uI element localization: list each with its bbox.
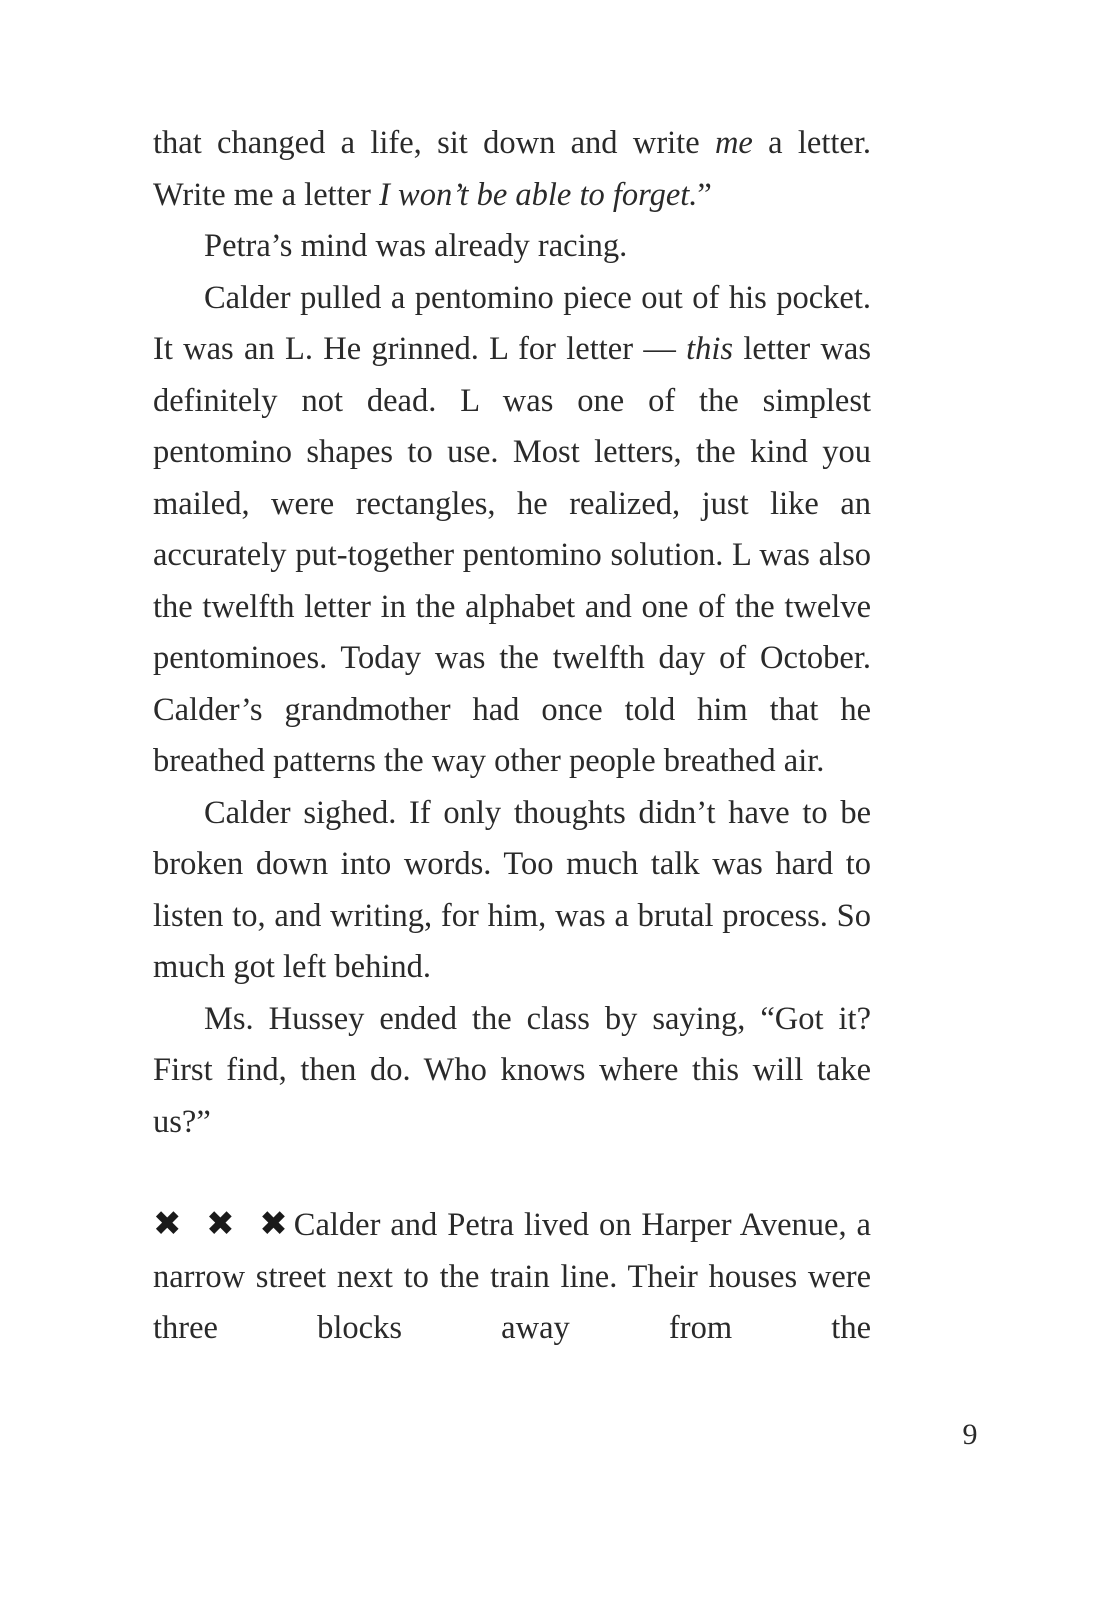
paragraph [153, 788, 871, 994]
text-run: Petra’s mind was already racing. [204, 228, 628, 264]
text-run: Ms. Hussey ended the class by saying, “Got it? First find, then do. Who knows where this will take us?” [153, 1000, 871, 1140]
paragraphs [153, 118, 871, 1148]
paragraph [153, 221, 871, 273]
paragraph [153, 273, 871, 788]
section-break-text: Calder and Petra lived on Harper Avenue, a narrow street next to the train line. Their houses were three blocks away from the [153, 1207, 871, 1346]
section-break-paragraph [153, 1199, 871, 1355]
paragraph [153, 994, 871, 1149]
page-number: 9 [962, 1418, 978, 1451]
text-run: ” [697, 176, 712, 213]
italic-run: I won’t be able to forget. [379, 176, 698, 213]
text-run: that changed a life, sit down and write [153, 125, 715, 161]
italic-run: me [714, 125, 753, 161]
section-break-ornament-icon: ✖ ✖ ✖ [153, 1204, 294, 1244]
page-body [153, 118, 871, 1355]
italic-run: this [686, 331, 734, 367]
text-run: Calder pulled a pentomino piece out of his pocket. It was an L. He grinned. L for letter — [153, 279, 871, 367]
text-run: a letter. Write me a letter [153, 125, 871, 213]
text-run: letter was definitely not dead. L was one of the simplest pentomino shapes to use. Most letters, the kind you mailed, were rectangles, he realized, just like an accurately put-together pentomino solution. L was also the twelfth letter in the alphabet and one of the twelve pentominoes. Today was the twelfth day of October. Calder’s grandmother had once told him that he breathed patterns the way other people breathed air. [153, 331, 871, 779]
text-run: Calder sighed. If only thoughts didn’t have to be broken down into words. Too much talk was hard to listen to, and writing, for him, was a brutal process. So much got left behind. [153, 794, 871, 985]
paragraph [153, 118, 871, 221]
